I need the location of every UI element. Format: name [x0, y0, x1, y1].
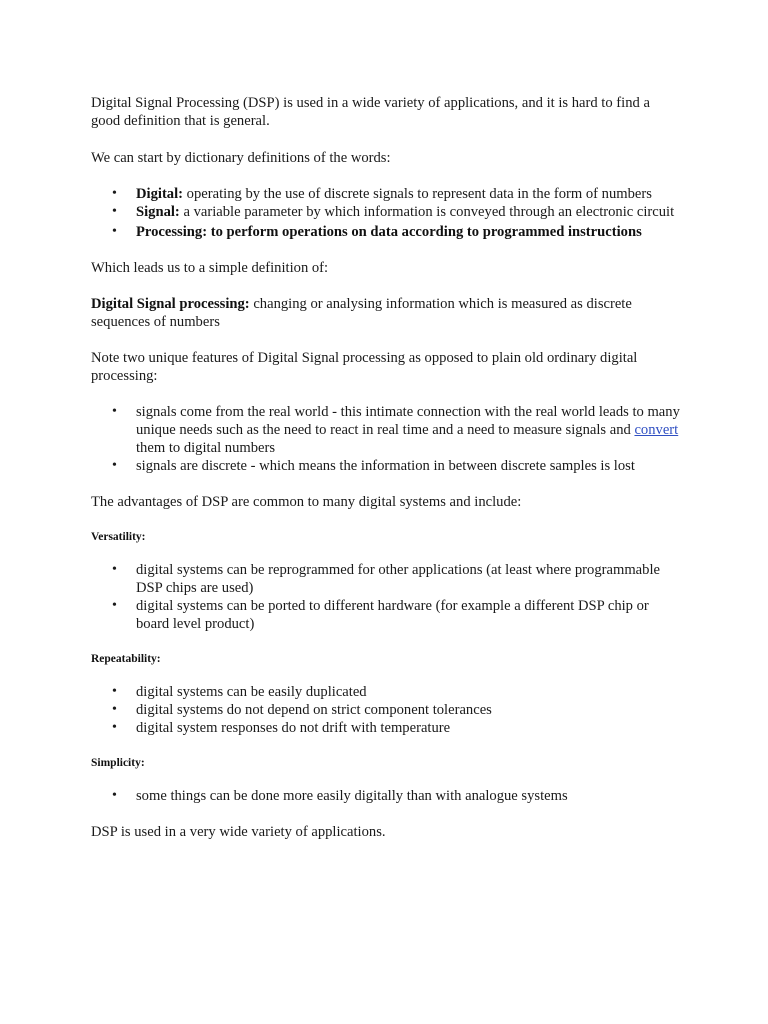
advantages-intro: The advantages of DSP are common to many digital systems and include: — [91, 494, 522, 510]
list-item — [91, 457, 681, 475]
term-dsp: Digital Signal processing: — [91, 296, 250, 312]
term-processing: Processing: — [136, 224, 208, 240]
intro-paragraph: Digital Signal Processing (DSP) is used in a wide variety of applications, and it is hard to find a good definition that is general. — [91, 95, 650, 129]
definition-dsp: changing or analysing information which is measured as discrete sequences of numbers — [91, 296, 632, 330]
simplicity-list — [91, 787, 681, 805]
features-list — [91, 403, 681, 475]
definitions-list — [91, 185, 681, 241]
repeatability-heading: Repeatability: — [91, 653, 161, 665]
features-intro: Note two unique features of Digital Signal processing as opposed to plain old ordinary digital processing: — [91, 350, 638, 384]
definition-processing: to perform operations on data according to programmed instructions — [207, 224, 642, 240]
simplicity-heading: Simplicity: — [91, 757, 145, 769]
list-item — [91, 223, 681, 241]
list-item: • digital systems can be ported to different hardware (for example a different DSP chip or board level product) — [91, 597, 681, 633]
repeatability-list — [91, 683, 681, 737]
list-item: • digital systems can be easily duplicated — [91, 683, 681, 701]
dsp-definition — [91, 295, 681, 331]
dictionary-intro: We can start by dictionary definitions of the words: — [91, 150, 391, 166]
list-item — [91, 185, 681, 203]
list-item: • some things can be done more easily digitally than with analogue systems — [91, 787, 681, 805]
leads-paragraph: Which leads us to a simple definition of: — [91, 260, 329, 276]
list-item — [91, 403, 681, 457]
term-signal: Signal: — [136, 204, 180, 220]
definition-signal: a variable parameter by which information is conveyed through an electronic circuit — [179, 204, 675, 220]
list-item: • digital system responses do not drift with temperature — [91, 719, 681, 737]
definition-digital: operating by the use of discrete signals to represent data in the form of numbers — [183, 186, 652, 202]
versatility-list — [91, 561, 681, 633]
feature-1-text: signals come from the real world - this intimate connection with the real world leads to many unique needs such as the need to react in real time and a need to measure signals and — [136, 404, 680, 438]
list-item: • digital systems do not depend on strict component tolerances — [91, 701, 681, 719]
list-item — [91, 203, 681, 221]
feature-2-text: signals are discrete - which means the information in between discrete samples is lost — [136, 458, 635, 474]
feature-1-text-end: them to digital numbers — [136, 440, 276, 456]
versatility-heading: Versatility: — [91, 531, 146, 543]
document-body — [91, 94, 681, 859]
closing-paragraph: DSP is used in a very wide variety of applications. — [91, 824, 386, 840]
convert-link[interactable]: convert — [634, 422, 679, 438]
list-item: • digital systems can be reprogrammed for other applications (at least where programmable DSP chips are used) — [91, 561, 681, 597]
term-digital: Digital: — [136, 186, 184, 202]
